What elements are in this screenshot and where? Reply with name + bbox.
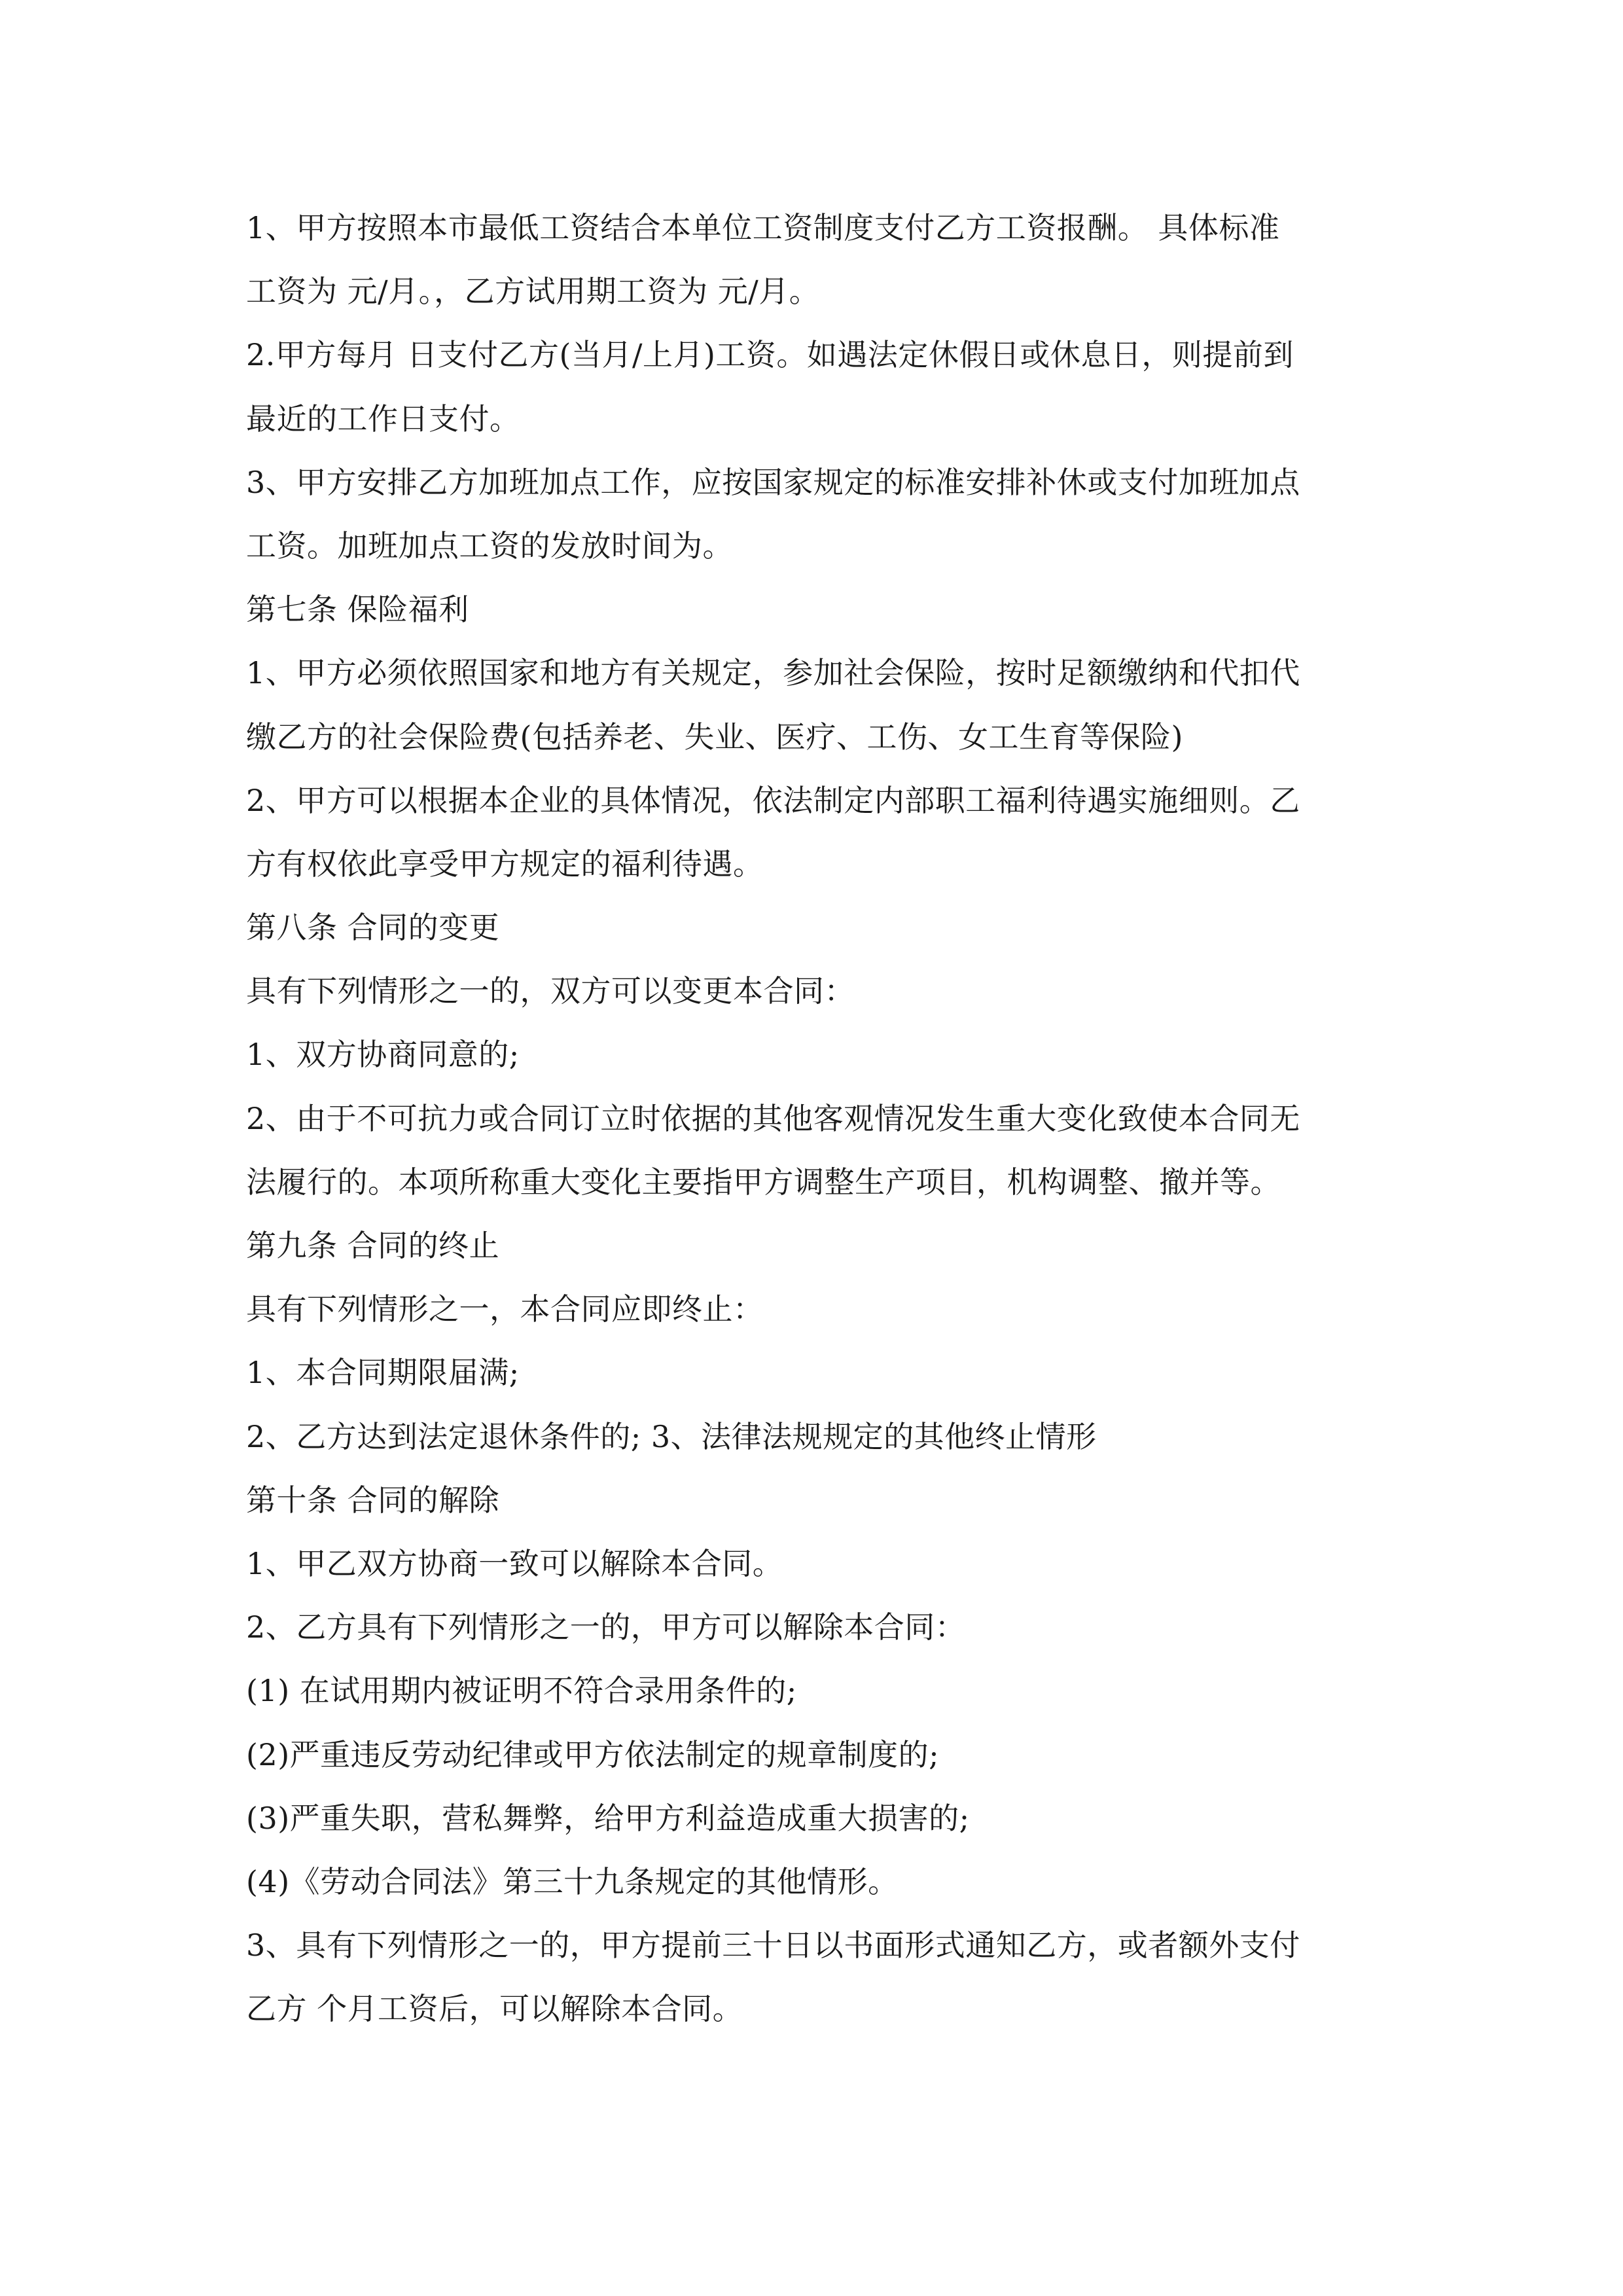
text-line: 1、双方协商同意的; — [246, 1037, 520, 1073]
text-line: 1、本合同期限届满; — [246, 1355, 520, 1391]
text-line: 2、乙方具有下列情形之一的，甲方可以解除本合同： — [246, 1609, 966, 1645]
text-line: 2、乙方达到法定退休条件的; 3、法律法规规定的其他终止情形 — [246, 1418, 1097, 1454]
text-line: (1) 在试用期内被证明不符合录用条件的; — [246, 1673, 797, 1709]
section-heading: 第八条 合同的变更 — [246, 910, 500, 946]
text-line: 法履行的。本项所称重大变化主要指甲方调整生产项目，机构调整、撤并等。 — [246, 1164, 1281, 1200]
text-line: 3、甲方安排乙方加班加点工作，应按国家规定的标准安排补休或支付加班加点 — [246, 464, 1300, 500]
text-line: 具有下列情形之一的，双方可以变更本合同： — [246, 973, 855, 1009]
text-line: (2)严重违反劳动纪律或甲方依法制定的规章制度的; — [246, 1736, 940, 1772]
text-line: 1、甲方按照本市最低工资结合本单位工资制度支付乙方工资报酬。 具体标准 — [246, 210, 1280, 245]
text-line: 工资。加班加点工资的发放时间为。 — [246, 528, 733, 564]
section-heading: 第七条 保险福利 — [246, 592, 469, 628]
text-line: 工资为 元/月。，乙方试用期工资为 元/月。 — [246, 274, 820, 310]
text-line: 具有下列情形之一，本合同应即终止： — [246, 1291, 764, 1327]
text-line: 3、具有下列情形之一的，甲方提前三十日以书面形式通知乙方，或者额外支付 — [246, 1928, 1300, 1964]
document-body — [246, 196, 1385, 2041]
text-line: 最近的工作日支付。 — [246, 401, 520, 437]
text-line: 乙方 个月工资后，可以解除本合同。 — [246, 1991, 743, 2027]
text-line: 1、甲方必须依照国家和地方有关规定，参加社会保险，按时足额缴纳和代扣代 — [246, 655, 1300, 691]
section-heading: 第九条 合同的终止 — [246, 1228, 500, 1263]
text-line: (4)《劳动合同法》第三十九条规定的其他情形。 — [246, 1863, 899, 1899]
section-heading: 第十条 合同的解除 — [246, 1482, 500, 1518]
text-line: 2、甲方可以根据本企业的具体情况，依法制定内部职工福利待遇实施细则。乙 — [246, 782, 1300, 818]
text-line: 方有权依此享受甲方规定的福利待遇。 — [246, 846, 764, 882]
text-line: 缴乙方的社会保险费(包括养老、失业、医疗、工伤、女工生育等保险) — [246, 719, 1183, 755]
text-line: 2.甲方每月 日支付乙方(当月/上月)工资。如遇法定休假日或休息日，则提前到 — [246, 337, 1294, 373]
text-line: 2、由于不可抗力或合同订立时依据的其他客观情况发生重大变化致使本合同无 — [246, 1100, 1300, 1136]
text-line: (3)严重失职，营私舞弊，给甲方利益造成重大损害的; — [246, 1800, 970, 1836]
text-line: 1、甲乙双方协商一致可以解除本合同。 — [246, 1545, 783, 1581]
